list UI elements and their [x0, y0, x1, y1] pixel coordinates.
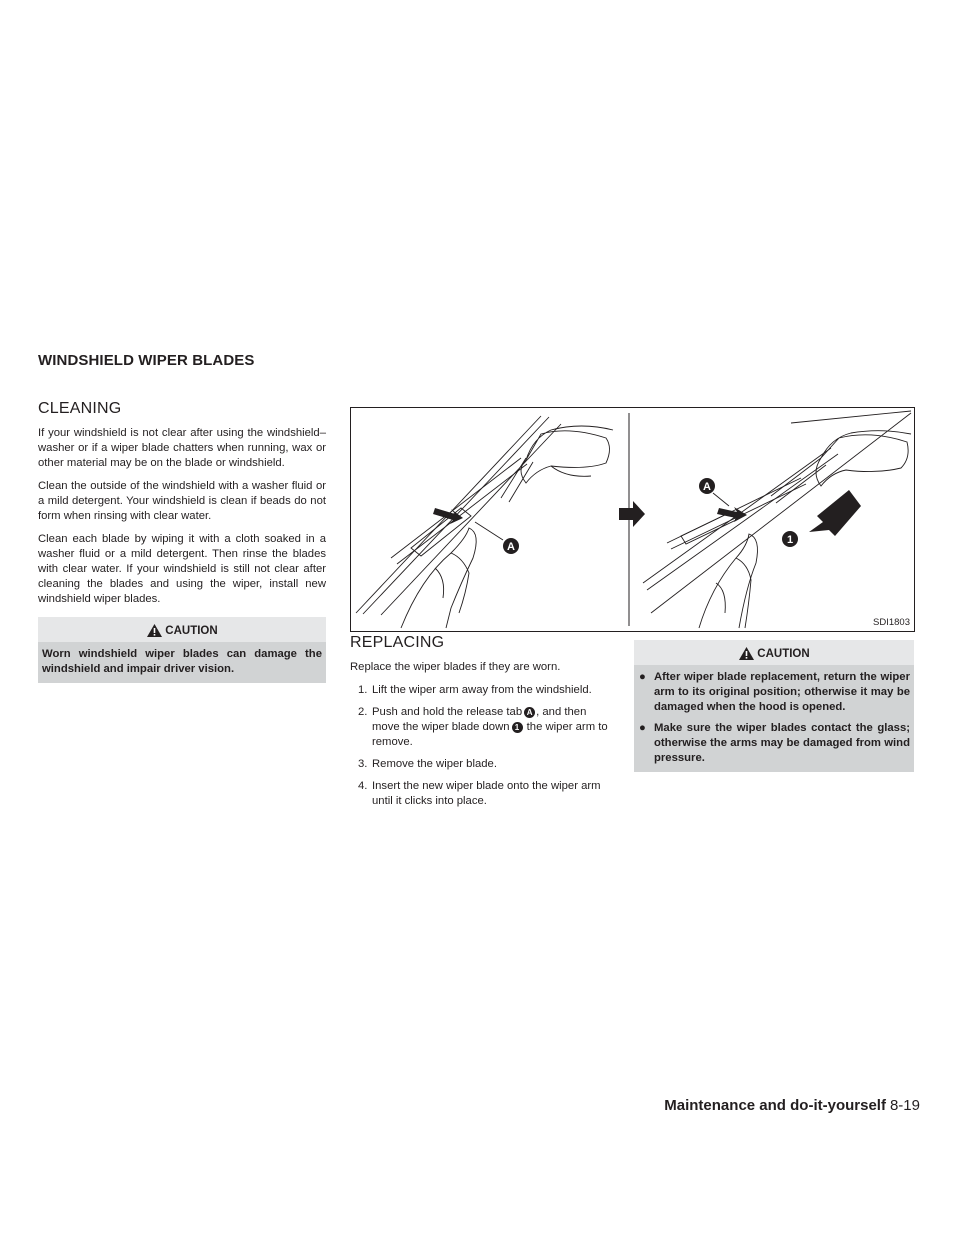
- step-text: Insert the new wiper blade onto the wiper arm until it clicks into place.: [372, 780, 601, 807]
- figure-callout-a-right: A: [703, 481, 711, 493]
- step-item: [350, 683, 612, 698]
- replacing-caution-section: [634, 640, 914, 772]
- caution-bullet-text: Make sure the wiper blades contact the glass; otherwise the arms may be damaged from wind pressure.: [654, 722, 910, 764]
- cleaning-caution-text: Worn windshield wiper blades can damage the windshield and impair driver vision.: [38, 642, 326, 683]
- figure-callout-a-left: A: [507, 541, 515, 553]
- step-text-pre: Push and hold the release tab: [372, 706, 523, 718]
- cleaning-caution-label: CAUTION: [165, 624, 218, 637]
- callout-a-icon: A: [524, 707, 535, 718]
- step-number: 2.: [358, 706, 368, 718]
- figure-callout-1: 1: [786, 534, 794, 546]
- step-text-post: the wiper arm to remove.: [372, 721, 608, 748]
- cleaning-paragraph-3: Clean each blade by wiping it with a cloth soaked in a washer fluid or a mild detergent. Then rinse the blades with clear water. If your windshield is still not clear after cleaning the blades and using the wiper, install new windshield wiper blades.: [38, 533, 326, 605]
- cleaning-caution-header: [38, 617, 326, 642]
- warning-icon: [738, 646, 755, 661]
- replacing-section: [350, 634, 612, 816]
- replacing-intro: Replace the wiper blades if they are worn.: [350, 661, 561, 673]
- step-item: [350, 705, 612, 750]
- figure-code: SDI1803: [873, 617, 910, 628]
- page-number: 8-19: [889, 1097, 920, 1114]
- bullet-icon: ●: [639, 671, 646, 683]
- caution-bullet-item: [638, 670, 910, 715]
- replacing-caution-header: [634, 640, 914, 665]
- step-item: [350, 779, 612, 809]
- cleaning-caution-box: [38, 617, 326, 683]
- caution-bullet-item: [638, 721, 910, 766]
- bullet-icon: ●: [639, 722, 646, 734]
- step-item: [350, 757, 612, 772]
- cleaning-section: [38, 400, 326, 683]
- wiper-illustration: [351, 408, 914, 631]
- replacing-heading: REPLACING: [350, 634, 445, 651]
- step-text: Remove the wiper blade.: [372, 758, 497, 770]
- section-title: WINDSHIELD WIPER BLADES: [38, 352, 255, 369]
- cleaning-heading: CLEANING: [38, 400, 122, 417]
- warning-icon: [146, 623, 163, 638]
- cleaning-paragraph-1: If your windshield is not clear after using the windshield–washer or if a wiper blade chatters when running, wax or other material may be on the blade or windshield.: [38, 427, 326, 469]
- step-text: Lift the wiper arm away from the windshield.: [372, 684, 592, 696]
- caution-bullet-text: After wiper blade replacement, return the wiper arm to its original position; otherwise it may be damaged when the hood is opened.: [654, 671, 910, 713]
- step-number: 4.: [358, 780, 368, 792]
- caution-bullet-list: [638, 670, 910, 766]
- replacing-steps: [350, 683, 612, 809]
- step-number: 3.: [358, 758, 368, 770]
- page-footer: [664, 1097, 920, 1114]
- footer-section-title: Maintenance and do-it-yourself: [664, 1097, 886, 1114]
- wiper-blade-figure: [350, 407, 915, 632]
- replacing-caution-label: CAUTION: [757, 647, 810, 660]
- replacing-caution-box: [634, 640, 914, 772]
- cleaning-paragraph-2: Clean the outside of the windshield with a washer fluid or a mild detergent. Your windshield is clean if beads do not form when rinsing with clear water.: [38, 480, 326, 522]
- replacing-caution-body: [634, 665, 914, 772]
- step-text-mid: , and then move the wiper blade down: [372, 706, 587, 733]
- callout-1-icon: 1: [512, 722, 523, 733]
- step-number: 1.: [358, 684, 368, 696]
